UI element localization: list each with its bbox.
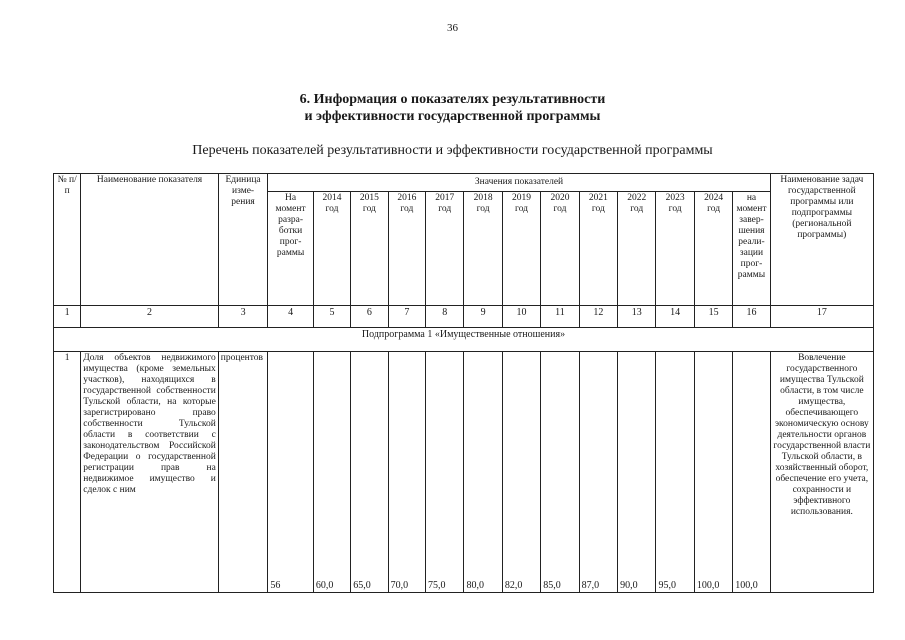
value-cell: 65,0	[351, 352, 388, 593]
column-number: 5	[313, 306, 350, 328]
value-cell: 95,0	[656, 352, 694, 593]
header-year	[464, 192, 502, 306]
column-numbers-row	[54, 306, 874, 328]
header-year	[426, 192, 464, 306]
indicator-name: Доля объектов недвижимого имущества (кроме земельных участков), находящихся в государственной собственности Тульской области, на которые зарегистрировано право собственности Тульской области в соответствии с законодательством Российской Федерации о государственной регистрации прав на недвижимое имущество и сделок с ним	[81, 352, 219, 593]
year-word: год	[325, 204, 339, 214]
year-label: 2020	[550, 193, 570, 203]
year-label: 2015	[359, 193, 379, 203]
column-number: 2	[81, 306, 219, 328]
subprogram-title: Подпрограмма 1 «Имущественные отношения»	[54, 328, 874, 352]
year-word: год	[362, 204, 376, 214]
year-word: год	[515, 204, 529, 214]
value-at-moment: 56	[268, 352, 313, 593]
column-number: 12	[579, 306, 617, 328]
header-at-moment: На момент разра-ботки прог-раммы	[268, 192, 313, 306]
table-caption: Перечень показателей результативности и эффективности государственной программы	[192, 143, 713, 158]
year-label: 2021	[588, 193, 608, 203]
header-unit: Единица изме-рения	[218, 174, 268, 306]
column-number: 1	[54, 306, 81, 328]
year-label: 2017	[435, 193, 455, 203]
value-cell: 82,0	[502, 352, 540, 593]
year-word: год	[591, 204, 605, 214]
value-cell: 70,0	[388, 352, 425, 593]
header-year	[694, 192, 732, 306]
year-label: 2016	[397, 193, 417, 203]
column-number: 4	[268, 306, 313, 328]
indicators-table	[53, 173, 874, 593]
header-values: Значения показателей	[268, 174, 770, 192]
column-number: 17	[770, 306, 873, 328]
value-cell: 87,0	[579, 352, 617, 593]
column-number: 13	[618, 306, 656, 328]
column-number: 8	[426, 306, 464, 328]
year-word: год	[707, 204, 721, 214]
value-cell: 85,0	[541, 352, 579, 593]
value-cell: 75,0	[426, 352, 464, 593]
section-title-line-2: и эффективности государственной программы	[304, 109, 601, 124]
value-cell: 80,0	[464, 352, 502, 593]
year-word: год	[668, 204, 682, 214]
year-word: год	[400, 204, 414, 214]
year-label: 2019	[512, 193, 532, 203]
header-year	[351, 192, 388, 306]
section-title	[0, 91, 905, 125]
column-number: 10	[502, 306, 540, 328]
value-cell: 90,0	[618, 352, 656, 593]
value-cell: 100,0	[694, 352, 732, 593]
column-number: 16	[733, 306, 770, 328]
task-description: Вовлечение государственного имущества Тульской области, в том числе имущества, обеспечивающего экономическую основу деятельности органов государственной власти Тульской области, в хозяйственный оборот, обеспечение его учета, сохранности и эффективного использования.	[770, 352, 873, 593]
header-year	[502, 192, 540, 306]
value-cell: 60,0	[313, 352, 350, 593]
year-word: год	[630, 204, 644, 214]
subprogram-row	[54, 328, 874, 352]
value-at-end: 100,0	[733, 352, 770, 593]
row-number: 1	[54, 352, 81, 593]
header-year	[388, 192, 425, 306]
header-year	[579, 192, 617, 306]
column-number: 3	[218, 306, 268, 328]
indicator-row	[54, 352, 874, 593]
year-label: 2024	[704, 193, 724, 203]
header-name: Наименование показателя	[81, 174, 219, 306]
header-year	[313, 192, 350, 306]
header-year	[656, 192, 694, 306]
header-year	[541, 192, 579, 306]
year-word: год	[476, 204, 490, 214]
indicator-unit: процентов	[218, 352, 268, 593]
header-num: № п/п	[54, 174, 81, 306]
column-number: 11	[541, 306, 579, 328]
year-label: 2014	[322, 193, 342, 203]
year-label: 2023	[665, 193, 685, 203]
section-title-line-1: 6. Информация о показателях результативности	[299, 92, 606, 107]
year-label: 2018	[473, 193, 493, 203]
year-word: год	[438, 204, 452, 214]
page-number: 36	[447, 22, 458, 34]
header-at-end: на момент завер-шения реали-зации прог-раммы	[733, 192, 770, 306]
column-number: 14	[656, 306, 694, 328]
header-row-1	[54, 174, 874, 192]
header-year	[618, 192, 656, 306]
column-number: 15	[694, 306, 732, 328]
column-number: 7	[388, 306, 425, 328]
year-label: 2022	[627, 193, 647, 203]
header-tasks: Наименование задач государственной программы или подпрограммы (региональной программы)	[770, 174, 873, 306]
year-word: год	[553, 204, 567, 214]
column-number: 9	[464, 306, 502, 328]
column-number: 6	[351, 306, 388, 328]
